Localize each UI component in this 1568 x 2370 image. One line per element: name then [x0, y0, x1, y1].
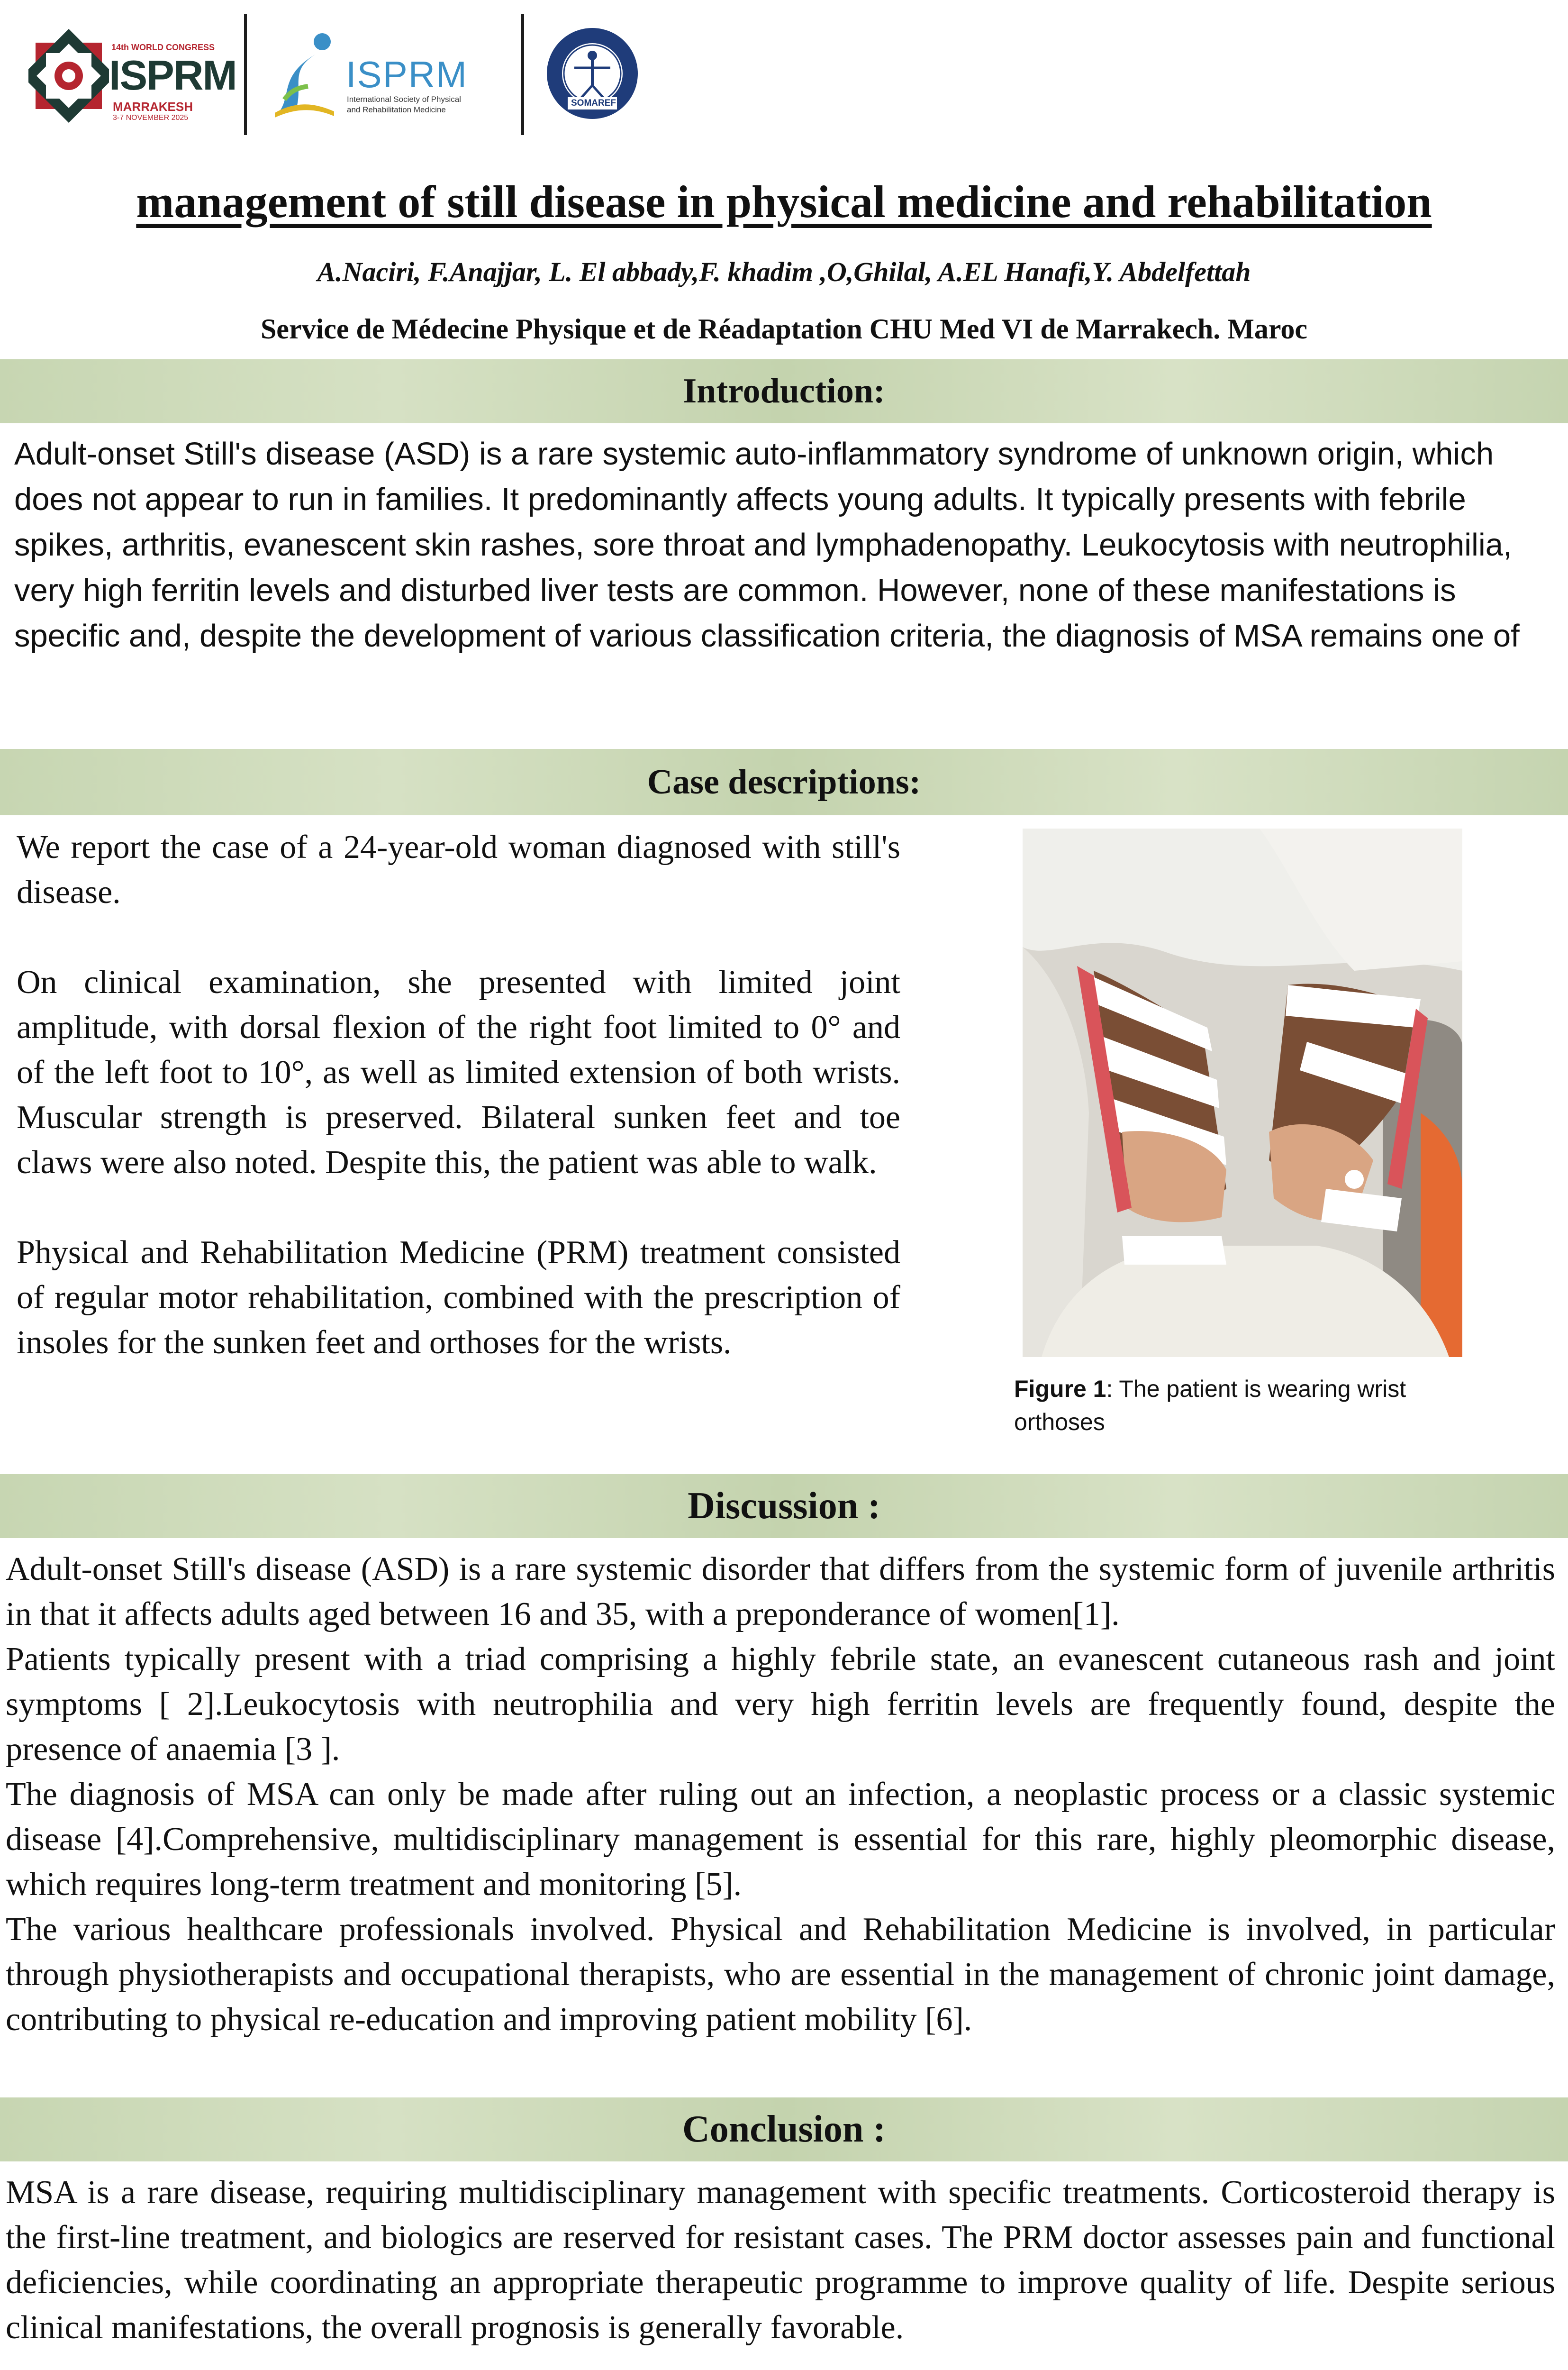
moroccan-star-icon: [28, 14, 109, 137]
discussion-paragraph-4: The various healthcare professionals involved. Physical and Rehabilitation Medicine is involved, in particular through physiotherapists and occupational therapists, who are essential in the management of chronic joint damage, contributing to physical re-education and improving patient mobility [6].: [6, 1911, 1555, 2038]
introduction-heading: Introduction:: [0, 359, 1568, 423]
poster-affiliation: Service de Médecine Physique et de Réadaptation CHU Med VI de Marrakech. Maroc: [260, 313, 1308, 345]
figure-1-caption-text: : The patient is wearing wrist orthoses: [1014, 1376, 1406, 1435]
discussion-text: [6, 1547, 1555, 2042]
conclusion-heading: Conclusion :: [0, 2097, 1568, 2161]
logo1-edition: 14th WORLD CONGRESS: [111, 43, 215, 52]
poster-title: management of still disease in physical medicine and rehabilitation: [136, 176, 1432, 227]
logo-isprm-society: [265, 24, 488, 128]
case-heading: Case descriptions:: [0, 749, 1568, 815]
discussion-heading: Discussion :: [0, 1474, 1568, 1538]
header-divider-2: [521, 14, 524, 135]
header-divider-1: [244, 14, 247, 135]
poster-authors: A.Naciri, F.Anajjar, L. El abbady,F. khadim ,O,Ghilal, A.EL Hanafi,Y. Abdelfettah: [317, 256, 1251, 287]
logo1-name: ISPRM: [109, 52, 236, 99]
introduction-text: Adult-onset Still's disease (ASD) is a rare systemic auto-inflammatory syndrome of unknown origin, which does not appear to run in families. It predominantly affects young adults. It typically presents with febrile spikes, arthritis, evanescent skin rashes, sore throat and lymphadenopathy. Leukocytosis with neutrophilia, very high ferritin levels and disturbed liver tests are common. However, none of these manifestations is specific and, despite the development of various classification criteria, the diagnosis of MSA remains one of: [14, 436, 1520, 654]
case-paragraph-1: We report the case of a 24-year-old woman diagnosed with still's disease.: [17, 829, 900, 911]
discussion-paragraph-1: Adult-onset Still's disease (ASD) is a rare systemic disorder that differs from the systemic form of juvenile arthritis in that it affects adults aged between 16 and 35, with a preponderance of women[1].: [6, 1551, 1555, 1632]
logo2-sub1: International Society of Physical: [347, 95, 461, 104]
logo-isprm-congress: [28, 14, 236, 137]
figure-1-label: Figure 1: [1014, 1376, 1106, 1402]
logo1-dates: 3-7 NOVEMBER 2025: [113, 114, 189, 122]
logo2-name: ISPRM: [346, 54, 468, 95]
logo-somaref: [545, 26, 640, 121]
case-paragraph-2: On clinical examination, she presented with limited joint amplitude, with dorsal flexion of the right foot limited to 0° and of the left foot to 10°, as well as limited extension of both wrists. Muscular strength is preserved. Bilateral sunken feet and toe claws were also noted. Despite this, the patient was able to walk.: [17, 964, 900, 1181]
case-text: [17, 825, 900, 1365]
isprm-figure-icon: [270, 28, 336, 118]
figure-1-image: [1023, 829, 1462, 1357]
case-paragraph-3: Physical and Rehabilitation Medicine (PRM) treatment consisted of regular motor rehabilitation, combined with the prescription of insoles for the sunken feet and orthoses for the wrists.: [17, 1234, 900, 1361]
logo3-name: SOMAREF: [571, 98, 616, 108]
conclusion-text: MSA is a rare disease, requiring multidisciplinary management with specific treatments. Corticosteroid therapy is the first-line treatment, and biologics are reserved for resistant cases. The PRM doctor assesses pain and functional deficiencies, while coordinating an appropriate therapeutic programme to improve quality of life. Despite serious clinical manifestations, the overall prognosis is generally favorable.: [6, 2174, 1555, 2346]
discussion-paragraph-3: The diagnosis of MSA can only be made after ruling out an infection, a neoplastic process or a classic systemic disease [4].Comprehensive, multidisciplinary management is essential for this rare, highly pleomorphic disease, which requires long-term treatment and monitoring [5].: [6, 1776, 1555, 1903]
discussion-paragraph-2: Patients typically present with a triad comprising a highly febrile state, an evanescent cutaneous rash and joint symptoms [ 2].Leukocytosis with neutrophilia and very high ferritin levels are frequently found, despite the presence of anaemia [3 ].: [6, 1641, 1555, 1768]
figure-1-caption: [1014, 1372, 1488, 1439]
logo1-city: MARRAKESH: [113, 100, 193, 114]
logo2-sub2: and Rehabilitation Medicine: [347, 105, 446, 114]
